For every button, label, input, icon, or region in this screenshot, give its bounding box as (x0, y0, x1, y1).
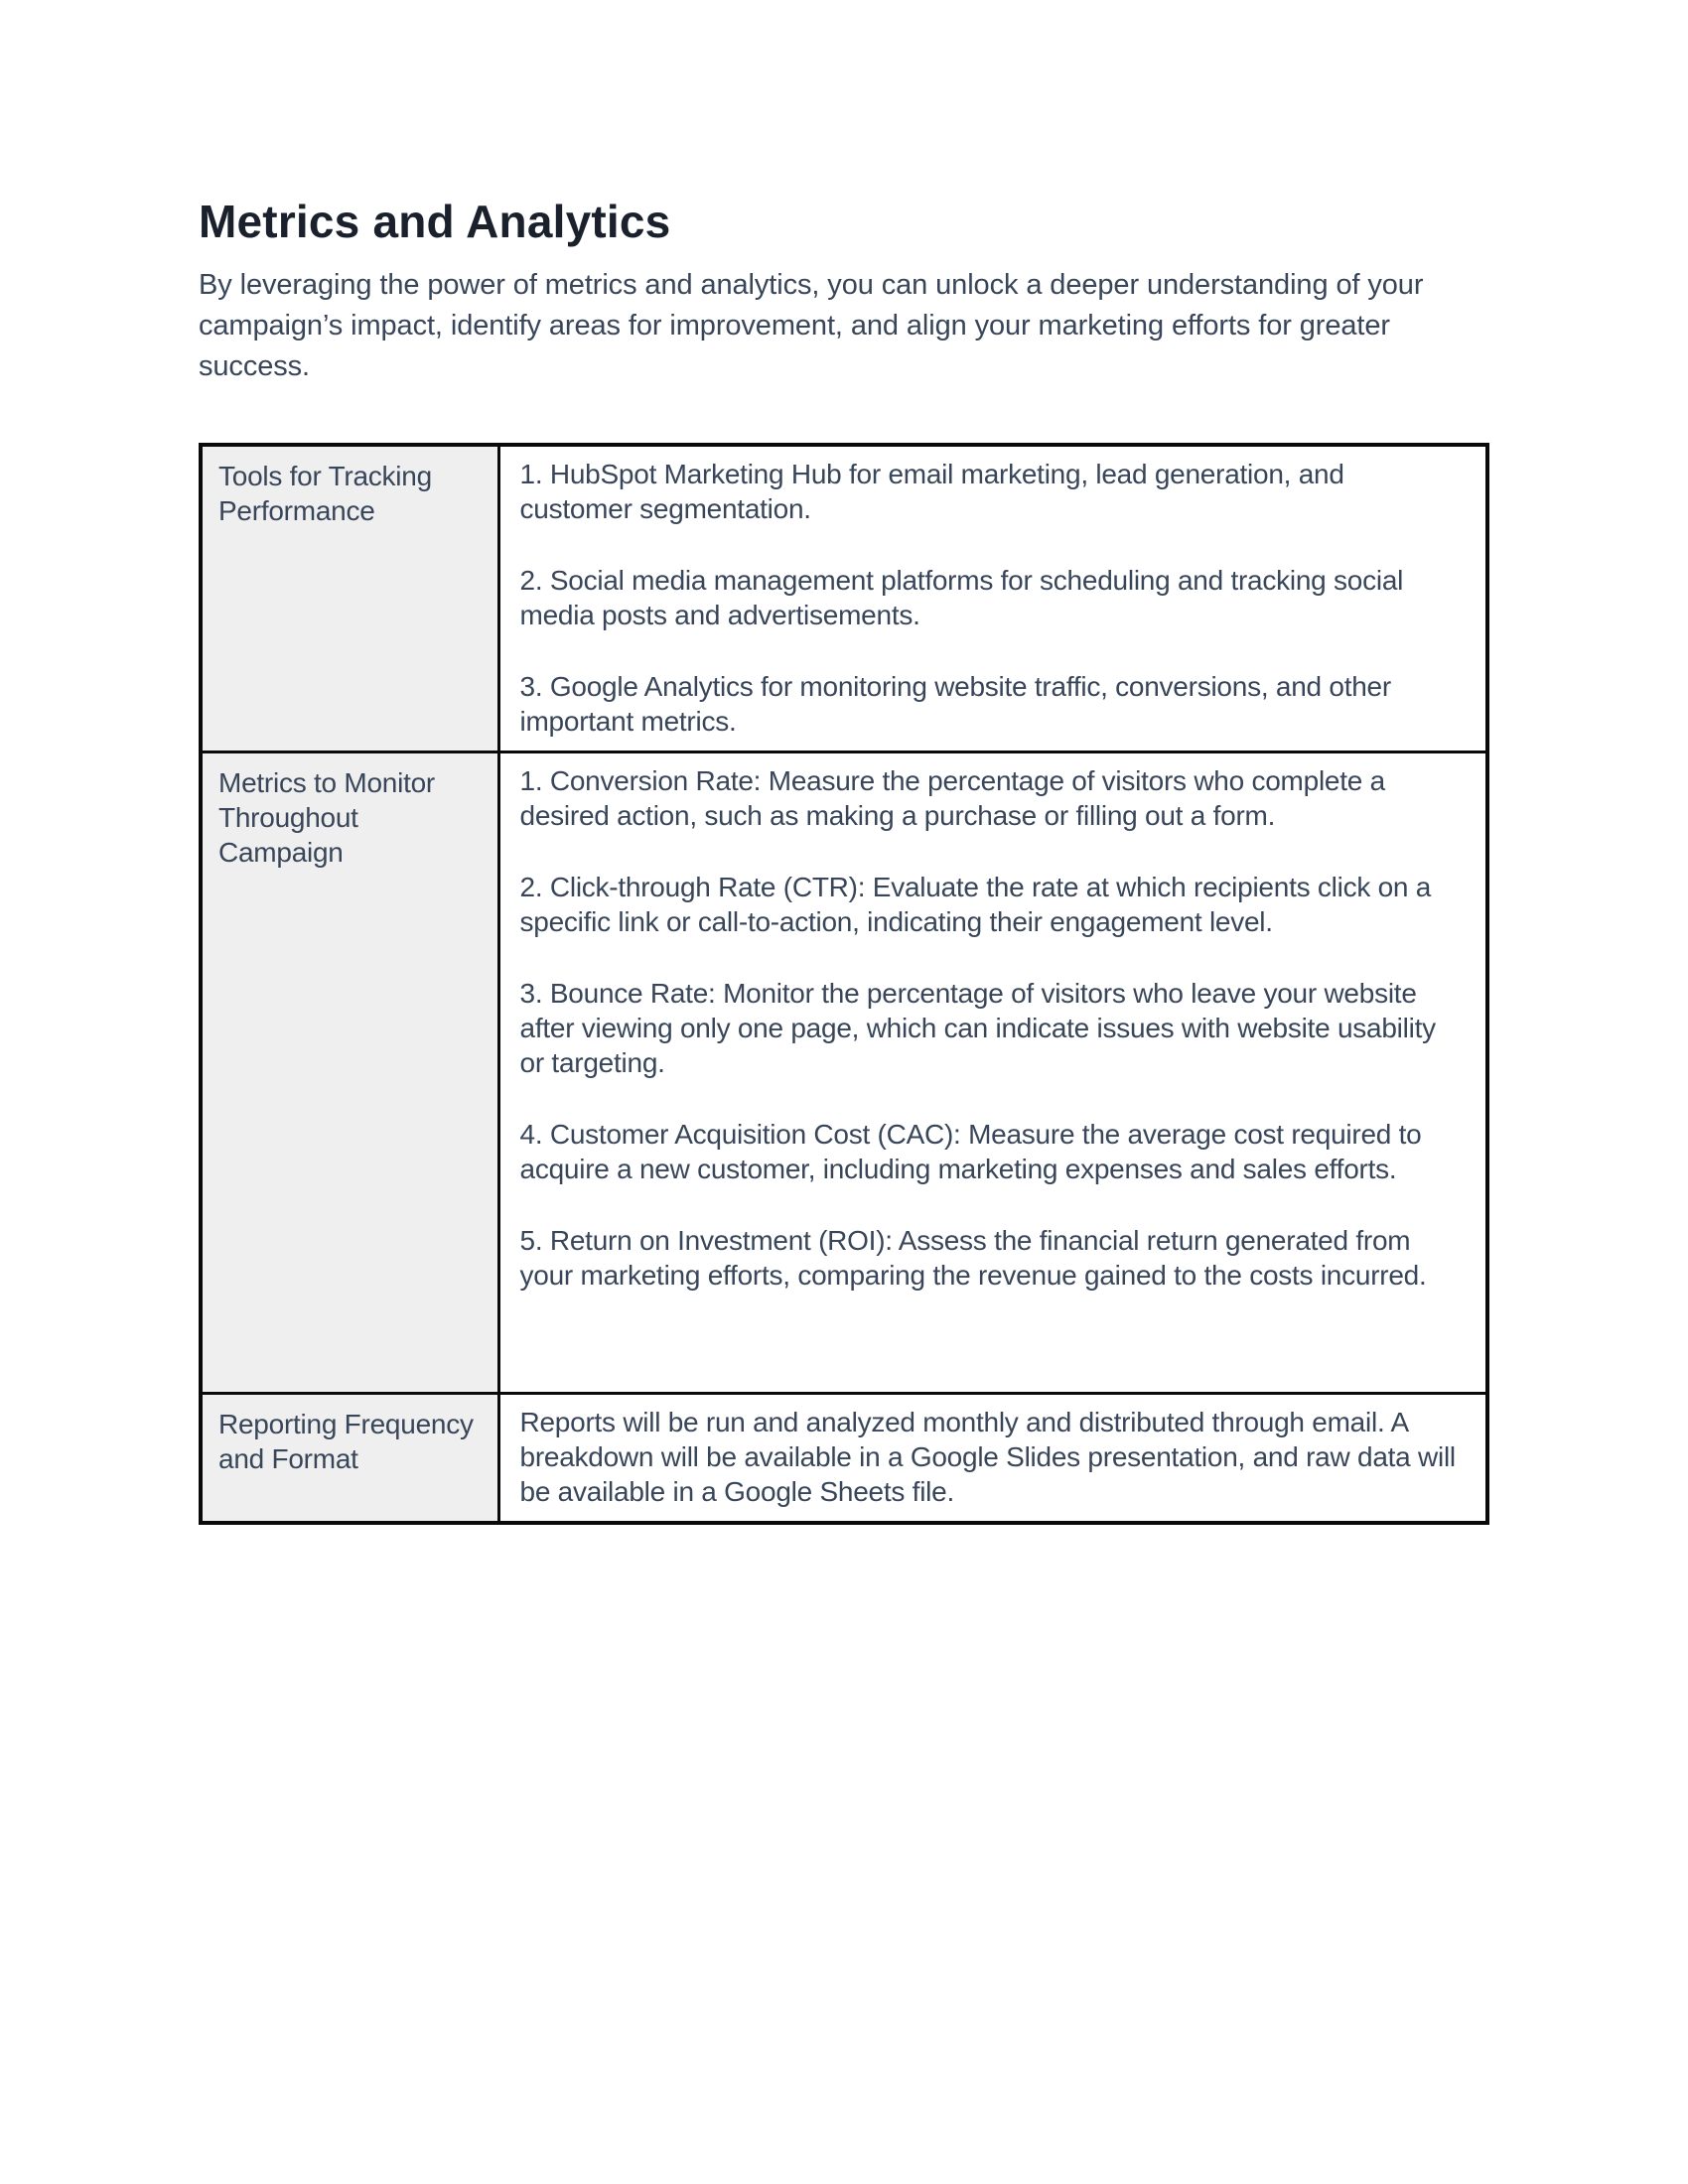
info-table (199, 443, 1489, 1525)
content-paragraph: Reports will be run and analyzed monthly and distributed through email. A breakdown will be available in a Google Slides presentation, and raw data will be available in a Google Sheets file. (519, 1406, 1456, 1507)
row-content-cell (498, 751, 1487, 1393)
content-paragraph: 2. Click-through Rate (CTR): Evaluate the rate at which recipients click on a specific link or call-to-action, indicating their engagement level. (519, 871, 1432, 937)
info-table-body (201, 445, 1487, 1523)
page-title: Metrics and Analytics (199, 196, 671, 247)
table-row (201, 751, 1487, 1393)
content-paragraph: 2. Social media management platforms for scheduling and tracking social media posts and advertisements. (519, 564, 1404, 630)
row-label-cell: Reporting Frequency and Format (201, 1393, 498, 1523)
row-content-cell (498, 1393, 1487, 1523)
row-label-cell: Tools for Tracking Performance (201, 445, 498, 752)
content-paragraph: 4. Customer Acquisition Cost (CAC): Measure the average cost required to acquire a new customer, including marketing expenses and sales efforts. (519, 1118, 1422, 1184)
content-paragraph: 1. HubSpot Marketing Hub for email marketing, lead generation, and customer segmentation. (519, 458, 1344, 524)
content-paragraph: 3. Google Analytics for monitoring website traffic, conversions, and other important metrics. (519, 670, 1391, 737)
intro-paragraph: By leveraging the power of metrics and analytics, you can unlock a deeper understanding of your campaign’s impact, identify areas for improvement, and align your marketing efforts for greater success. (199, 268, 1424, 382)
row-label-cell: Metrics to Monitor Throughout Campaign (201, 751, 498, 1393)
content-paragraph: 3. Bounce Rate: Monitor the percentage of visitors who leave your website after viewing only one page, which can indicate issues with website usability or targeting. (519, 977, 1436, 1078)
row-content-cell (498, 445, 1487, 752)
table-row (201, 445, 1487, 752)
content-paragraph: 1. Conversion Rate: Measure the percentage of visitors who complete a desired action, such as making a purchase or filling out a form. (519, 764, 1385, 831)
content-paragraph: 5. Return on Investment (ROI): Assess the financial return generated from your marketing efforts, comparing the revenue gained to the costs incurred. (519, 1224, 1427, 1291)
document-content (199, 197, 1489, 1525)
table-row (201, 1393, 1487, 1523)
